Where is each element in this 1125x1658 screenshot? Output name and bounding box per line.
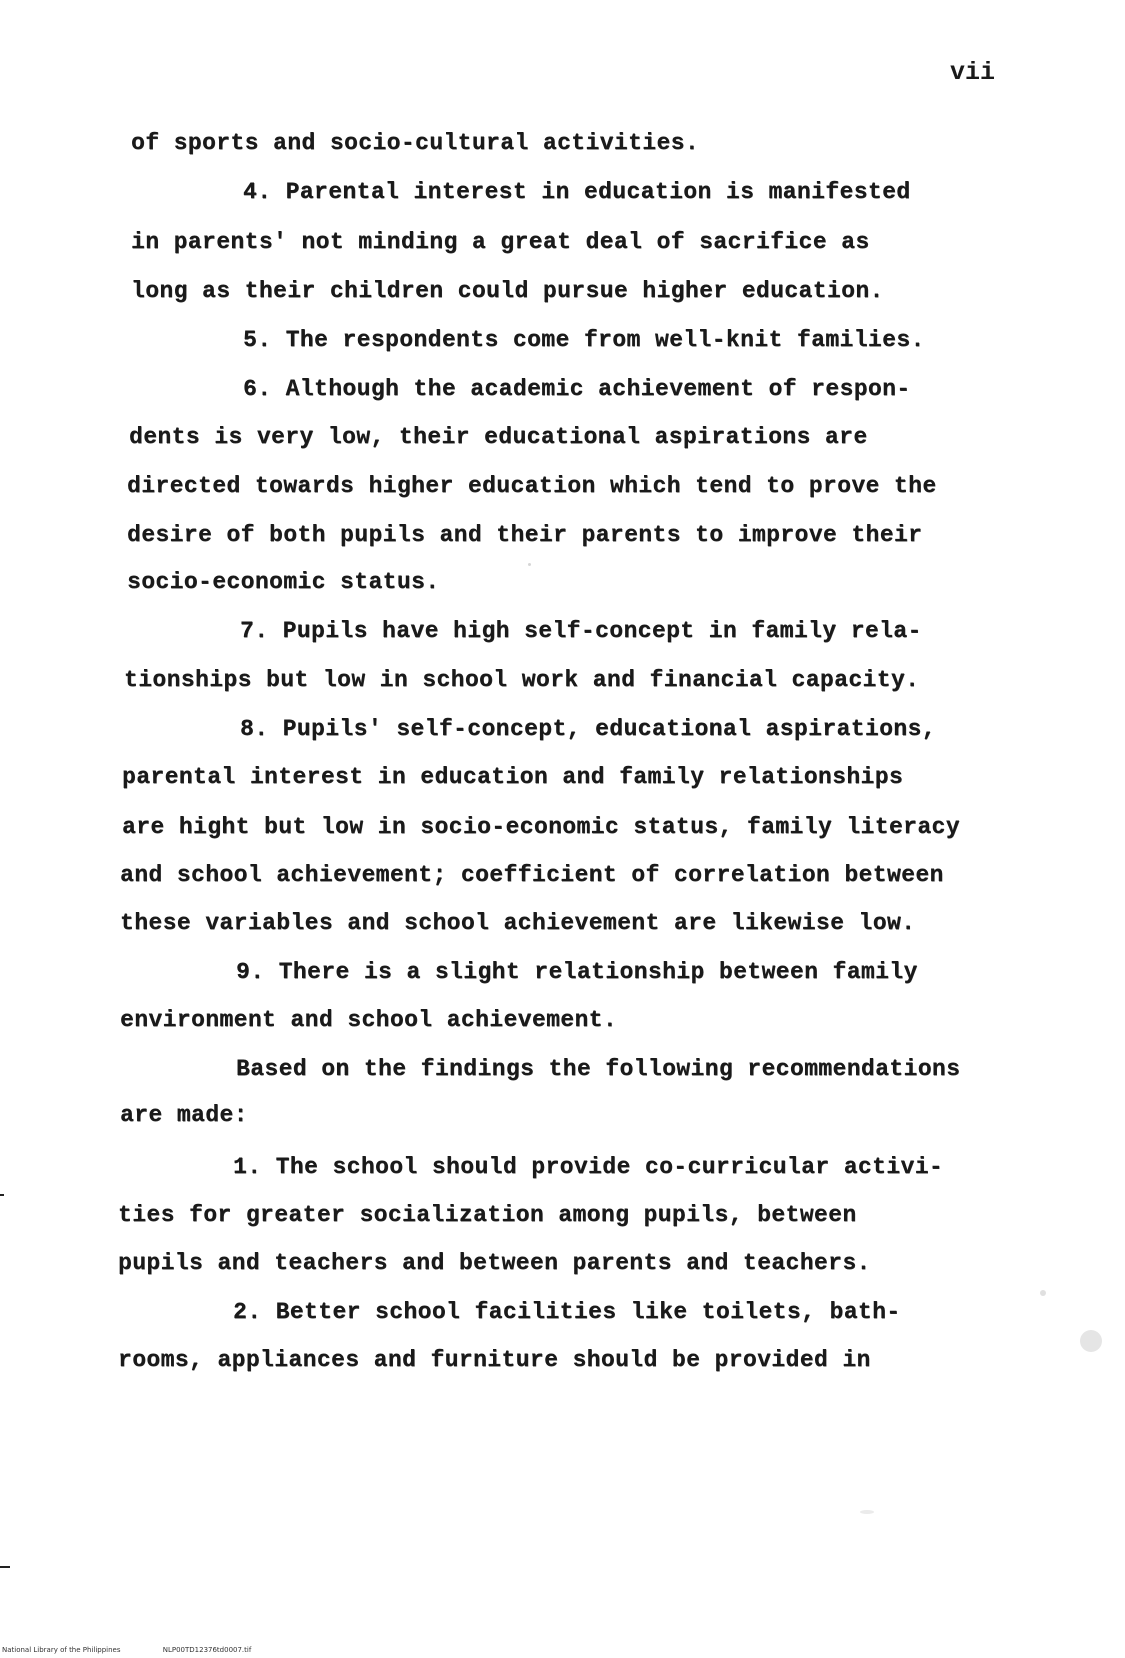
- scan-speck: [860, 1510, 874, 1514]
- text-line: rooms, appliances and furniture should be provided in: [118, 1347, 871, 1373]
- footer-file: NLP00TD12376td0007.tif: [162, 1646, 252, 1654]
- text-line: these variables and school achievement are likewise low.: [120, 910, 916, 936]
- text-line: 5. The respondents come from well-knit families.: [243, 327, 925, 353]
- scan-edge-mark: [0, 1194, 4, 1196]
- text-line: 6. Although the academic achievement of respon-: [243, 376, 911, 402]
- scan-edge-mark: [0, 1566, 10, 1568]
- scan-speck: [1080, 1330, 1102, 1352]
- text-line: 1. The school should provide co-curricular activi-: [233, 1154, 944, 1180]
- text-line: pupils and teachers and between parents and teachers.: [118, 1250, 871, 1276]
- text-line: ties for greater socialization among pupils, between: [118, 1202, 857, 1228]
- text-line: are made:: [120, 1102, 248, 1128]
- scan-speck: [1040, 1290, 1046, 1296]
- page-number: vii: [950, 58, 996, 87]
- text-line: dents is very low, their educational aspirations are: [129, 424, 868, 450]
- text-line: 4. Parental interest in education is manifested: [243, 179, 911, 205]
- text-line: desire of both pupils and their parents to improve their: [127, 522, 923, 548]
- text-line: are hight but low in socio-economic status, family literacy: [122, 814, 960, 840]
- text-line: and school achievement; coefficient of correlation between: [120, 862, 944, 888]
- text-line: 8. Pupils' self-concept, educational aspirations,: [240, 716, 936, 742]
- text-line: environment and school achievement.: [120, 1007, 618, 1033]
- text-line: Based on the findings the following recommendations: [236, 1056, 961, 1082]
- text-line: socio-economic status.: [127, 569, 440, 595]
- text-line: parental interest in education and family relationships: [122, 764, 904, 790]
- text-line: directed towards higher education which tend to prove the: [127, 473, 937, 499]
- text-line: 2. Better school facilities like toilets, bath-: [233, 1299, 901, 1325]
- footer-library: National Library of the Philippines: [2, 1646, 121, 1654]
- text-line: 7. Pupils have high self-concept in family rela-: [240, 618, 922, 644]
- scan-speck: [528, 563, 531, 566]
- text-line: of sports and socio-cultural activities.: [131, 130, 700, 156]
- scan-footer: [2, 1646, 291, 1654]
- text-line: in parents' not minding a great deal of sacrifice as: [131, 229, 870, 255]
- text-line: 9. There is a slight relationship between family: [236, 959, 918, 985]
- text-line: long as their children could pursue higher education.: [131, 278, 884, 304]
- text-line: tionships but low in school work and financial capacity.: [124, 667, 920, 693]
